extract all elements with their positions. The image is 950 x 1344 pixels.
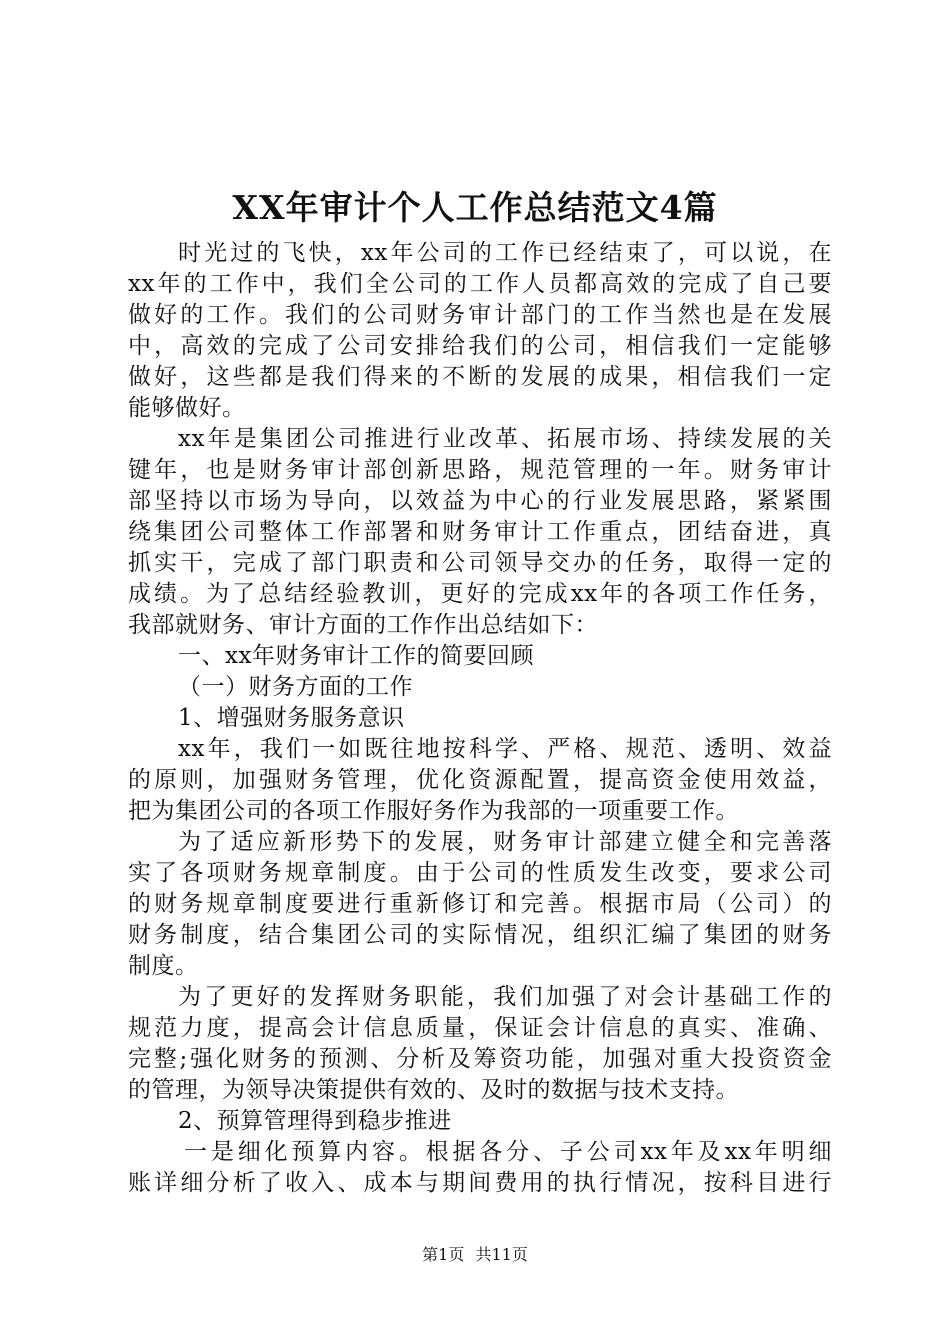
section-heading: 一、xx年财务审计工作的简要回顾 bbox=[178, 643, 534, 669]
text-line: xx年，我们一如既往地按科学、严格、规范、透明、效益 bbox=[178, 736, 832, 762]
text-line: xx年是集团公司推进行业改革、拓展市场、持续发展的关 bbox=[178, 426, 832, 452]
text-line: 的原则，加强财务管理，优化资源配置，提高资金使用效益， bbox=[128, 767, 832, 793]
text-line: 做好的工作。我们的公司财务审计部门的工作当然也是在发展 bbox=[128, 302, 832, 328]
document-body bbox=[128, 238, 832, 1199]
text-line: 绕集团公司整体工作部署和财务审计工作重点，团结奋进，真 bbox=[128, 519, 832, 545]
subsection-heading: （一）财务方面的工作 bbox=[178, 674, 413, 700]
page-footer bbox=[0, 1243, 950, 1267]
text-line: 的管理，为领导决策提供有效的、及时的数据与技术支持。 bbox=[128, 1077, 739, 1103]
text-line: 为了更好的发挥财务职能，我们加强了对会计基础工作的 bbox=[178, 984, 832, 1010]
text-line: 做好，这些都是我们得来的不断的发展的成果，相信我们一定 bbox=[128, 364, 832, 390]
text-line: 键年，也是财务审计部创新思路，规范管理的一年。财务审计 bbox=[128, 457, 832, 483]
text-line: 一是细化预算内容。根据各分、子公司xx年及xx年明细 bbox=[184, 1139, 832, 1165]
text-line: 时光过的飞快，xx年公司的工作已经结束了，可以说，在 bbox=[178, 240, 832, 266]
text-line: 我部就财务、审计方面的工作作出总结如下： bbox=[128, 612, 598, 638]
text-line: 实了各项财务规章制度。由于公司的性质发生改变，要求公司 bbox=[128, 860, 832, 886]
text-line: 把为集团公司的各项工作服好务作为我部的一项重要工作。 bbox=[128, 798, 739, 824]
text-line: 抓实干，完成了部门职责和公司领导交办的任务，取得一定的 bbox=[128, 550, 832, 576]
text-line: 能够做好。 bbox=[128, 395, 246, 421]
page-total: 共11页 bbox=[475, 1245, 528, 1264]
page-number: 第1页 bbox=[422, 1245, 465, 1264]
text-line: 部坚持以市场为导向，以效益为中心的行业发展思路，紧紧围 bbox=[128, 488, 832, 514]
text-line: 制度。 bbox=[128, 953, 199, 979]
text-line: 完整;强化财务的预测、分析及筹资功能，加强对重大投资资金 bbox=[128, 1046, 832, 1072]
text-line: 账详细分析了收入、成本与期间费用的执行情况，按科目进行 bbox=[128, 1170, 832, 1196]
text-line: 为了适应新形势下的发展，财务审计部建立健全和完善落 bbox=[178, 829, 832, 855]
text-line: xx年的工作中，我们全公司的工作人员都高效的完成了自己要 bbox=[128, 271, 832, 297]
text-line: 规范力度，提高会计信息质量，保证会计信息的真实、准确、 bbox=[128, 1015, 832, 1041]
text-line: 中，高效的完成了公司安排给我们的公司，相信我们一定能够 bbox=[128, 333, 832, 359]
text-line: 财务制度，结合集团公司的实际情况，组织汇编了集团的财务 bbox=[128, 922, 832, 948]
text-line: 成绩。为了总结经验教训，更好的完成xx年的各项工作任务， bbox=[128, 581, 832, 607]
text-line: 的财务规章制度要进行重新修订和完善。根据市局（公司）的 bbox=[128, 891, 832, 917]
document-title: XX年审计个人工作总结范文4篇 bbox=[232, 188, 718, 227]
item-heading: 1、增强财务服务意识 bbox=[178, 705, 405, 731]
item-heading: 2、预算管理得到稳步推进 bbox=[178, 1108, 452, 1134]
